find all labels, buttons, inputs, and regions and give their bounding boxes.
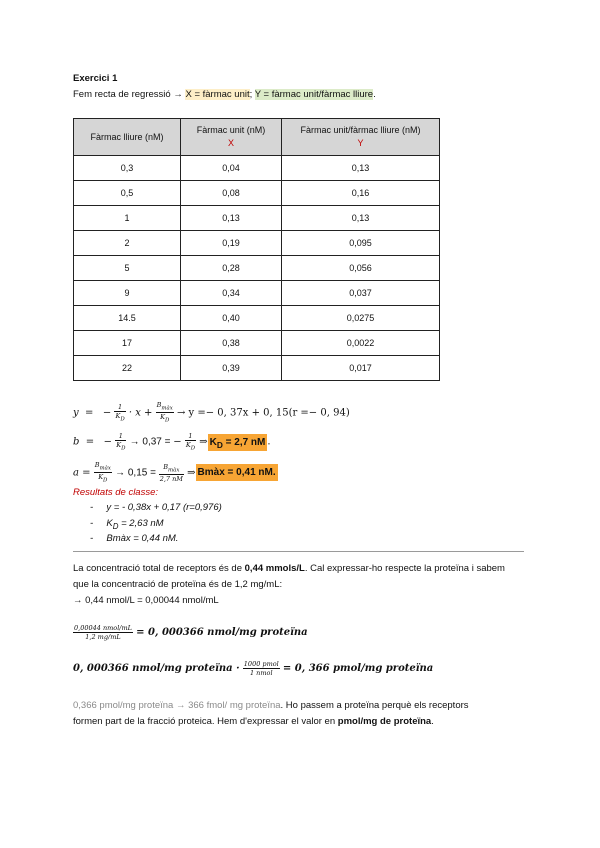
table-row (74, 281, 440, 306)
x-definition: X = fàrmac unit (185, 89, 250, 100)
conversion-formula: 0, 000366 nmol/mg proteïna · $\frac{\text{1000 pmol}}{\text{1 nmol}}$ = 0, 366 pmol/mg proteïna (73, 660, 434, 677)
class-result-1: - y = - 0,38x + 0,17 (r=0,976) (90, 502, 222, 513)
regression-formula: y = − $\frac{1}{K_D}$ · x + $\frac{B_{màx}}{K_D}$ → y =− 0, 37x + 0, 15(r =− 0, 94) (73, 401, 350, 424)
receptor-line-3: → 0,44 nmol/L = 0,00044 nmol/mL (73, 595, 219, 606)
table-cell: 0,0022 (282, 331, 440, 356)
table-cell: 0,28 (181, 256, 282, 281)
table-cell: 0,017 (282, 356, 440, 381)
table-cell: 0,3 (74, 156, 181, 181)
header-free-drug: Fàrmac lliure (nM) (74, 119, 181, 156)
table-cell: 1 (74, 206, 181, 231)
class-result-2: - $K_D = 2,63$ nM (90, 518, 164, 531)
bmax-result-box: Bmàx = 0,41 nM. (196, 464, 278, 481)
receptor-line-1: La concentració total de receptors és de 0,44 mmols/L. Cal expressar-ho respecte la proteïna i sabem (73, 563, 505, 574)
intro-line (73, 89, 376, 100)
exercise-heading: Exercici 1 (73, 73, 118, 84)
receptor-line-2: que la concentració de proteïna és de 1,2 mg/mL: (73, 579, 283, 590)
table-cell: 0,08 (181, 181, 282, 206)
regression-result: → y =− 0, 37x + 0, 15(r =− 0, 94) (176, 407, 350, 419)
kd-result-box: $K_D = 2,7$ nM (208, 434, 268, 451)
bmax-formula: a = $\frac{B_{màx}}{K_D}$ → 0,15 = $\frac{B_{màx}}{2,7 nM}$ ⇒ Bmàx = 0,41 nM. (73, 461, 276, 484)
table-cell: 0,04 (181, 156, 282, 181)
table-cell: 17 (74, 331, 181, 356)
data-table (73, 118, 440, 381)
header-bound-drug: Fàrmac unit (nM) X (181, 119, 282, 156)
header-y-label: Y (357, 138, 364, 148)
table-row (74, 231, 440, 256)
table-cell: 0,16 (282, 181, 440, 206)
y-definition: Y = fàrmac unit/fàrmac lliure (254, 89, 374, 100)
table-cell: 9 (74, 281, 181, 306)
table-row (74, 206, 440, 231)
table-cell: 22 (74, 356, 181, 381)
class-result-3: - Bmàx = 0,44 nM. (90, 533, 179, 544)
table-cell: 2 (74, 231, 181, 256)
table-cell: 0,13 (282, 206, 440, 231)
final-line-1: 0,366 pmol/mg proteïna → 366 fmol/ mg proteïna. Ho passem a proteïna perquè els receptors (73, 700, 469, 711)
table-row (74, 156, 440, 181)
table-cell: 0,13 (282, 156, 440, 181)
intro-prefix: Fem recta de regressió → (73, 89, 186, 100)
table-row (74, 356, 440, 381)
table-cell: 0,38 (181, 331, 282, 356)
table-cell: 14.5 (74, 306, 181, 331)
table-header-row (74, 119, 440, 156)
table-cell: 5 (74, 256, 181, 281)
concentration-formula: $\frac{\text{0,00044 nmol/mL}}{1,2 mg/mL}$ = 0, 000366 nmol/mg proteïna (74, 624, 308, 641)
table-cell: 0,0275 (282, 306, 440, 331)
table-cell: 0,5 (74, 181, 181, 206)
table-cell: 0,40 (181, 306, 282, 331)
class-results-title: Resultats de classe: (73, 487, 159, 498)
table-cell: 0,19 (181, 231, 282, 256)
intro-sep: ; (249, 89, 255, 100)
table-cell: 0,056 (282, 256, 440, 281)
table-cell: 0,037 (282, 281, 440, 306)
header-x-label: X (227, 138, 234, 148)
table-cell: 0,095 (282, 231, 440, 256)
table-cell: 0,34 (181, 281, 282, 306)
table-row (74, 306, 440, 331)
header-ratio: Fàrmac unit/fàrmac lliure (nM) Y (282, 119, 440, 156)
table-row (74, 256, 440, 281)
intro-end: . (373, 89, 376, 100)
separator (73, 551, 524, 552)
table-row (74, 181, 440, 206)
table-cell: 0,39 (181, 356, 282, 381)
table-cell: 0,13 (181, 206, 282, 231)
kd-formula: b = − $\frac{1}{K_D}$ → 0,37 = − $\frac{1}{K_D}$ ⇒ $K_D = 2,7$ nM . (73, 432, 271, 452)
table-row (74, 331, 440, 356)
final-line-2: formen part de la fracció proteica. Hem d'expressar el valor en pmol/mg de proteïna. (73, 716, 434, 727)
